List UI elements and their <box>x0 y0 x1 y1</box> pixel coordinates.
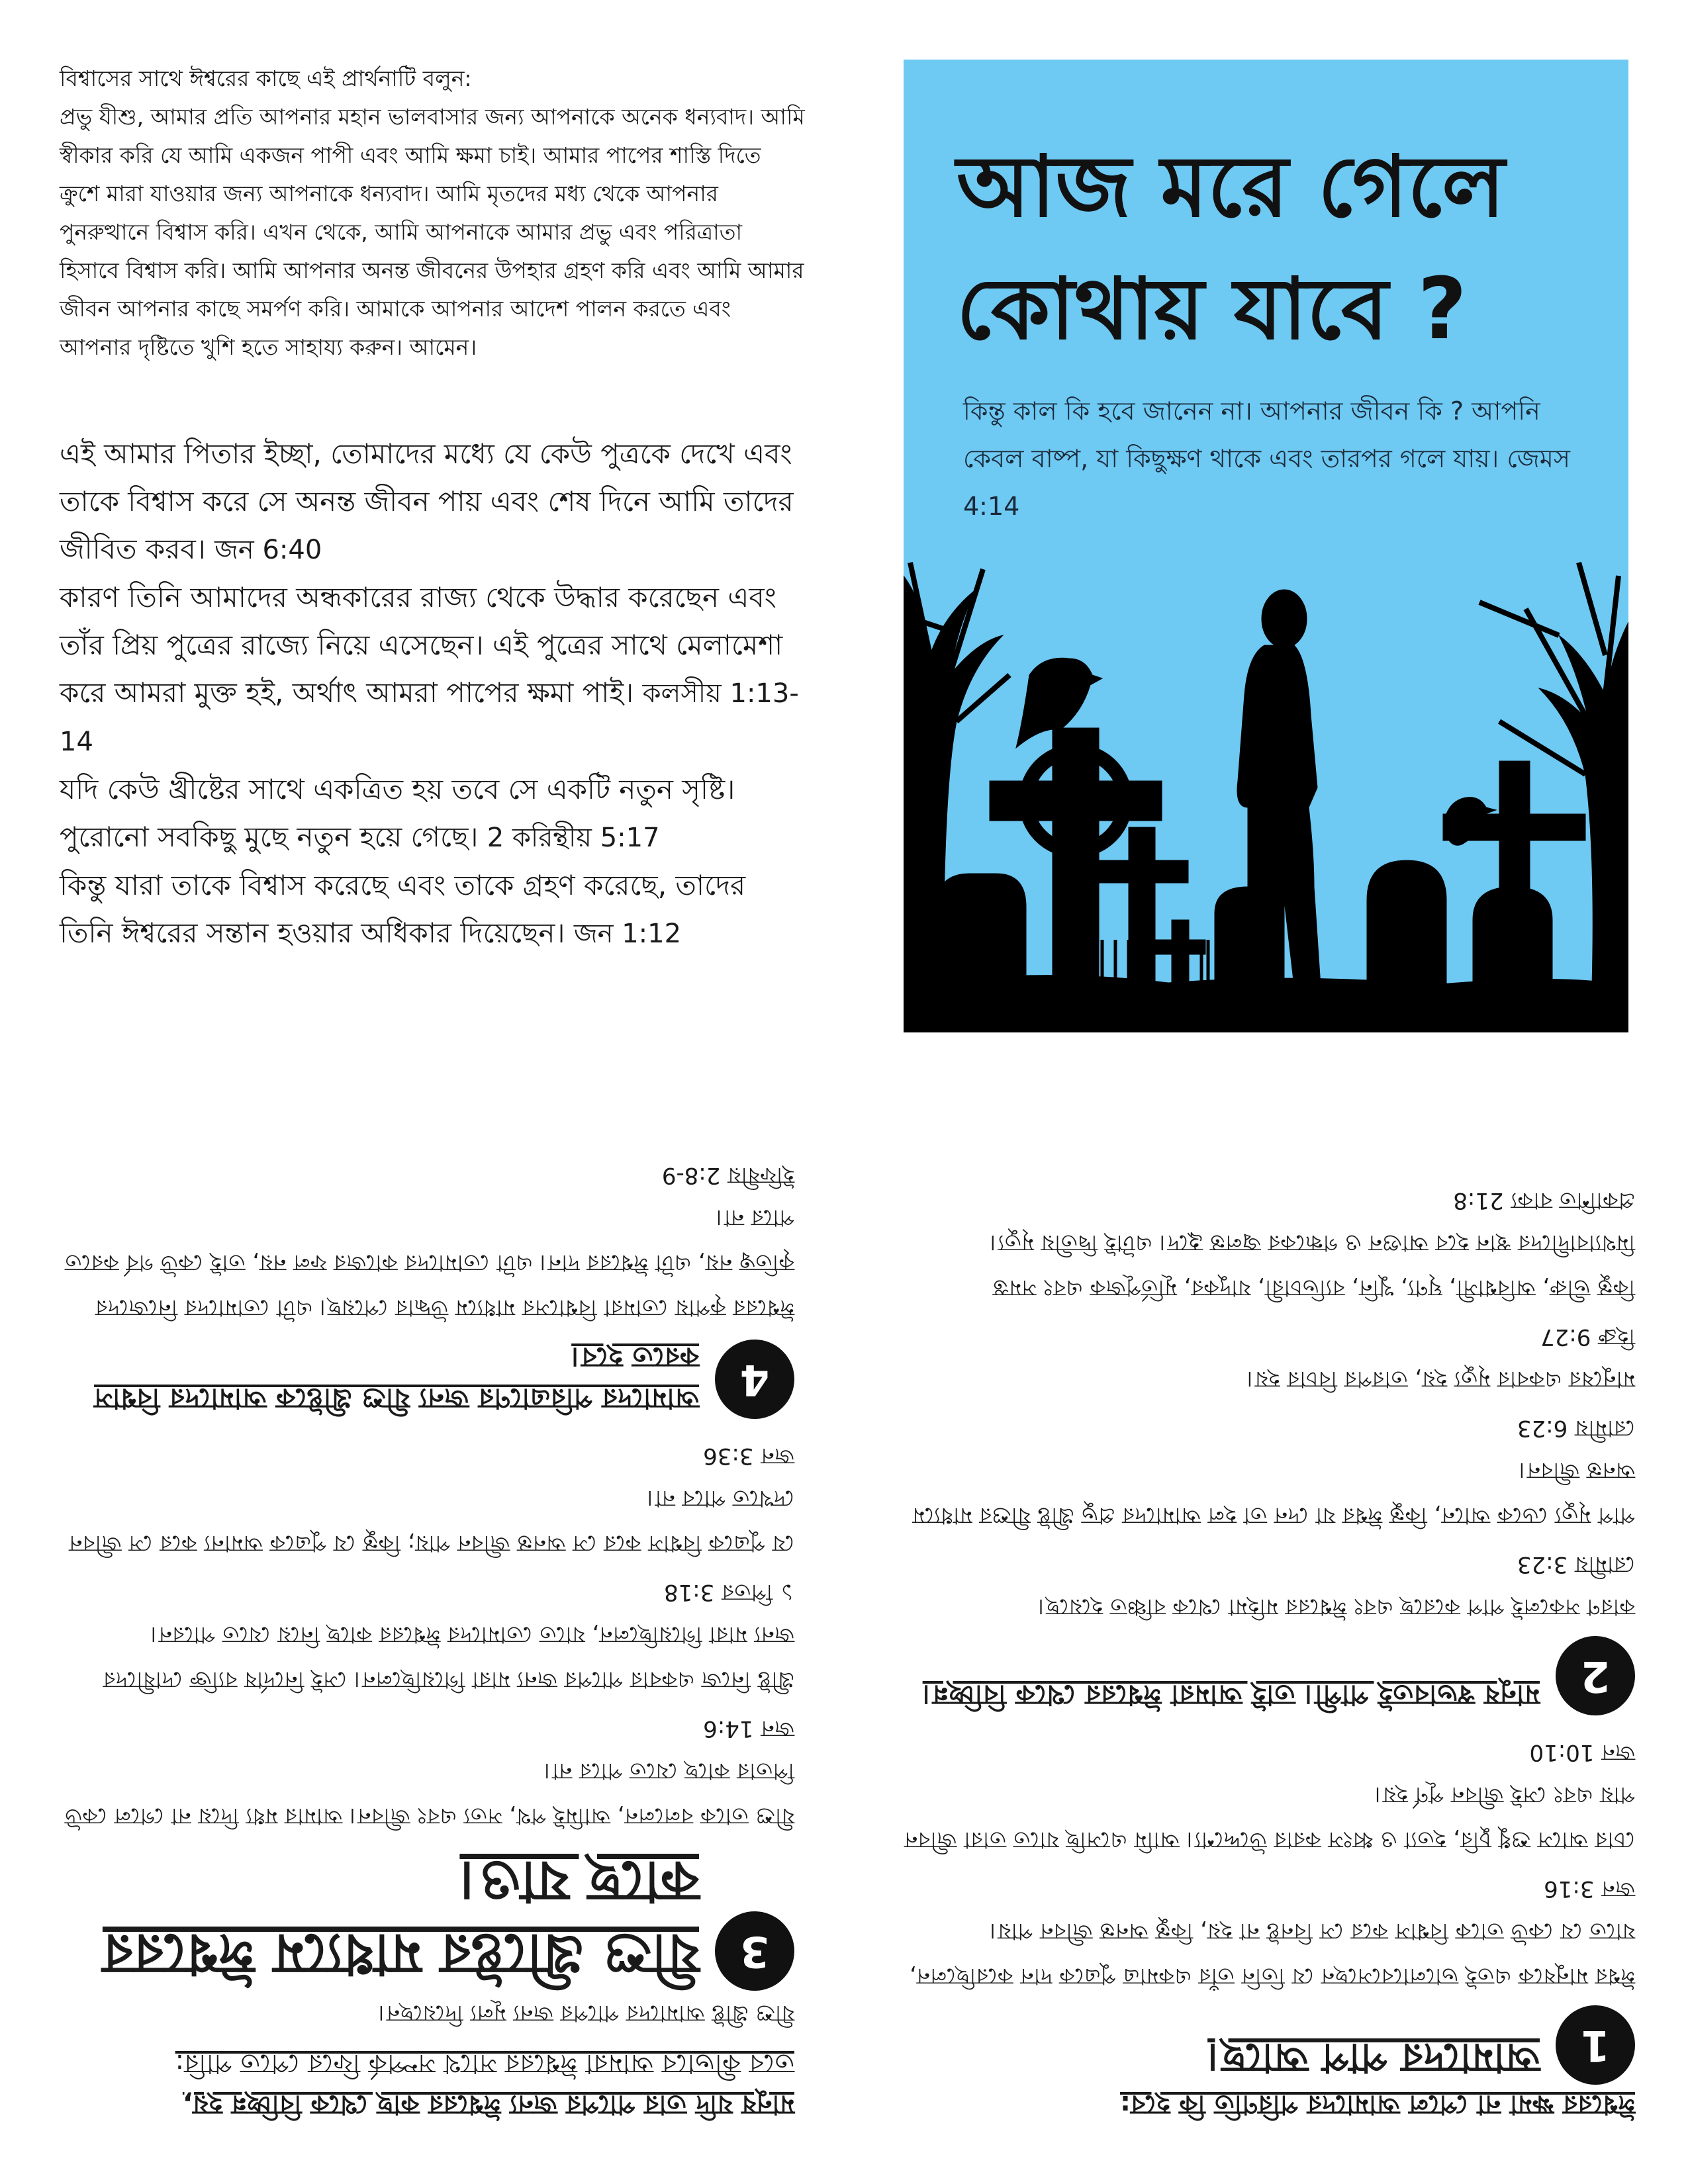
verse-ref: কলসীয় 1:13-14 <box>60 678 799 757</box>
cover-subtitle: কিন্তু কাল কি হবে জানেন না। আপনার জীবন কি ? আপনি কেবল বাষ্প, যা কিছুক্ষণ থাকে এবং তারপর গলে যায়। জেমস 4:14 <box>963 396 1570 521</box>
section-body: পাপ মৃত্যু ডেকে আনে, কিন্তু ঈশ্বর যা দেন তা হল আমাদের প্রভু খ্রীষ্ট যীশুর মাধ্যমে অনন্ত জীবন। <box>912 1457 1635 1529</box>
section-title: মানুষ স্বভাবতই পাপী। তাই আমরা ঈশ্বরের থেকে বিচ্ছিন্ন। <box>922 1679 1540 1711</box>
section-ref: জন 10:10 <box>1529 1739 1635 1766</box>
section-body: কিন্তু ভীরু, অবিশ্বাসী, ঘৃণ্য, খুনি, ব্যভিচারী, যাদুকর, মূর্তিপূজক এবং সমস্ত মিথ্যাবাদীদের স্থান হবে আগুন ও গন্ধকের জ্বলন্ত হ্রদে। এটাই দ্বিতীয় মৃত্যু। <box>990 1230 1635 1301</box>
section-ref: জন 3:36 <box>703 1443 794 1469</box>
section-body: মানুষের একবার মৃত্যু হয়, তারপর বিচার হয়। <box>1246 1366 1635 1392</box>
section-ref: হিব্রু 9:27 <box>1540 1324 1635 1350</box>
verse-ref: জন 6:40 <box>214 535 322 565</box>
panel-top-bar: ঈশ্বরের ক্ষমা না পেলে আমাদের পরিণতি কি হবে: <box>1119 2089 1635 2120</box>
verse-text: কিন্তু যারা তাকে বিশ্বাস করেছে এবং তাকে গ্রহণ করেছে, তাদের তিনি ঈশ্বরের সন্তান হওয়ার অধিকার দিয়েছেন। জন 1:12 <box>60 869 746 949</box>
prayer-intro: বিশ্বাসের সাথে ঈশ্বরের কাছে এই প্রার্থনাটি বলুন: <box>60 66 472 91</box>
verse-text: কারণ তিনি আমাদের অন্ধকারের রাজ্য থেকে উদ্ধার করেছেন এবং তাঁর প্রিয় পুত্রের রাজ্যে নিয়ে এসেছেন। এই পুত্রের সাথে মেলামেশা করে আমরা মুক্ত হই, অর্থাৎ আমরা পাপের ক্ষমা পাই। কলসীয় 1:13-14 <box>60 581 799 757</box>
section-1 <box>900 1733 1635 2085</box>
section-2 <box>900 1181 1635 1715</box>
section-title: আমাদের পরিত্রাণের জন্য যীশু খ্রীষ্টকে আমাদের বিশ্বাস করতে হবে। <box>93 1342 699 1415</box>
section-4 <box>60 1156 794 1419</box>
section-ref: ইফিষীয় 2:8-9 <box>661 1162 794 1189</box>
section-number-badge: 1 <box>1556 2005 1635 2085</box>
section-ref: ১ পিতর 3:18 <box>663 1579 794 1606</box>
section-body: চোর আসে শুধু চুরি, হত্যা ও ধ্বংস করার উদ্দেশ্যে। আমি এসেছি যাতে তারা জীবন পায় এবং সেই জীবন পূর্ণ হয়। <box>904 1782 1635 1853</box>
section-ref: জন 3:16 <box>1544 1876 1635 1902</box>
cover-title-line1: আজ মরে গেলে <box>957 138 1505 236</box>
section-number-badge: 2 <box>1556 1636 1635 1715</box>
verse-ref: জন 1:12 <box>573 919 682 949</box>
panel-top-body: যীশু খ্রীষ্ট আমাদের পাপের জন্য মূল্য দিয়েছেন। <box>378 2000 794 2026</box>
cover-title <box>957 126 1592 371</box>
section-body: ঈশ্বর মানুষকে এতই ভালোবেসেছেন যে তিনি তাঁর একমাত্র পুত্রকে দান করেছিলেন, যাতে যে কেউ তাকে বিশ্বাস করে সে বিনষ্ট না হয়, কিন্তু অনন্ত জীবন পায়। <box>909 1918 1635 1989</box>
section-body: খ্রীষ্ট নিজে একবার পাপের জন্য মারা গিয়েছিলেন। সেই নির্দোষ ব্যক্তি দোষীদের জন্য মারা গিয়েছিলেন, যাতে তোমাদের ঈশ্বরের কাছে নিয়ে যেতে পারেন। <box>103 1621 794 1693</box>
section-ref: রোমীয় 3:23 <box>1517 1551 1635 1578</box>
section-ref: জন 14:6 <box>703 1715 794 1742</box>
panel-sections-3-4 <box>60 1138 794 2124</box>
section-body: ঈশ্বরের কৃপায় তোমরা বিশ্বাসের মাধ্যমে উদ্ধার পেয়েছ। এটা তোমাদের নিজেদের কৃতিত্ব নয়, এটা ঈশ্বরের দান। এটা তোমাদের কাজের ফল নয়, তাই কেউ গর্ব করতে পারে না। <box>64 1205 794 1321</box>
section-3 <box>60 1436 794 1991</box>
section-body: যীশু তাকে বললেন, আমিই পথ, সত্য এবং জীবন। আমার মধ্য দিয়ে না গেলে কেউ পিতার কাছে যেতে পারে না। <box>64 1758 794 1829</box>
section-title: যীশু খ্রীষ্টের মাধ্যমে ঈশ্বরের কাছে যাও। <box>102 1849 699 1987</box>
verses-block <box>60 430 808 958</box>
verse-text: এই আমার পিতার ইচ্ছা, তোমাদের মধ্যে যে কেউ পুত্রকে দেখে এবং তাকে বিশ্বাস করে সে অনন্ত জীবন পায় এবং শেষ দিনে আমি তাদের জীবিত করব। জন 6:40 <box>60 437 794 565</box>
section-body: কারণ সকলেই পাপ করেছে এবং ঈশ্বরের মহিমা থেকে বঞ্চিত হয়েছে। <box>1038 1594 1635 1620</box>
man-head <box>1262 590 1307 648</box>
section-ref: প্রকাশিত বাক্য 21:8 <box>1453 1187 1635 1214</box>
panel-top-bar: মানুষ যদি তার পাপের জন্য ঈশ্বরের কাছ থেকে বিচ্ছিন্ন হয়, <box>182 2089 794 2120</box>
section-number-badge: 4 <box>715 1340 794 1419</box>
cover-panel <box>904 60 1628 1032</box>
verse-text: যদি কেউ খ্রীষ্টের সাথে একত্রিত হয় তবে সে একটি নতুন সৃষ্টি। পুরোনো সবকিছু মুছে নতুন হয়ে গেছে। 2 করিন্থীয় 5:17 <box>60 773 735 853</box>
verse-ref: 2 করিন্থীয় 5:17 <box>487 823 660 853</box>
prayer-block <box>60 60 808 367</box>
cover-title-line2: কোথায় যাবে ? <box>957 260 1467 359</box>
prayer-text: প্রভু যীশু, আমার প্রতি আপনার মহান ভালবাসার জন্য আপনাকে অনেক ধন্যবাদ। আমি স্বীকার করি যে আমি একজন পাপী এবং আমি ক্ষমা চাই। আমার পাপের শাস্তি দিতে ক্রুশে মারা যাওয়ার জন্য আপনাকে ধন্যবাদ। আমি মৃতদের মধ্য থেকে আপনার পুনরুত্থানে বিশ্বাস করি। এখন থেকে, আমি আপনাকে আমার প্রভু এবং পরিত্রাতা হিসাবে বিশ্বাস করি। আমি আপনার অনন্ত জীবনের উপহার গ্রহণ করি এবং আমি আমার জীবন আপনার কাছে সমর্পণ করি। আমাকে আপনার আদেশ পালন করতে এবং আপনার দৃষ্টিতে খুশি হতে সাহায্য করুন। আমেন। <box>60 104 805 360</box>
section-number-badge: 3 <box>715 1911 794 1991</box>
panel-top-bar-2: তবে কীভাবে আমরা ঈশ্বরের সাথে সম্পর্ক ফিরে পেতে পারি: <box>175 2048 794 2079</box>
panel-sections-1-2 <box>900 1138 1635 2124</box>
section-title: আমাদের পাপ আছে। <box>1207 2034 1540 2081</box>
section-ref: রোমীয় 6:23 <box>1517 1415 1635 1441</box>
section-body: যে পুত্রকে বিশ্বাস করে সে অনন্ত জীবন পায়; কিন্তু যে পুত্রকে অমান্য করে সে জীবন দেখতে পাবে না। <box>69 1485 794 1557</box>
